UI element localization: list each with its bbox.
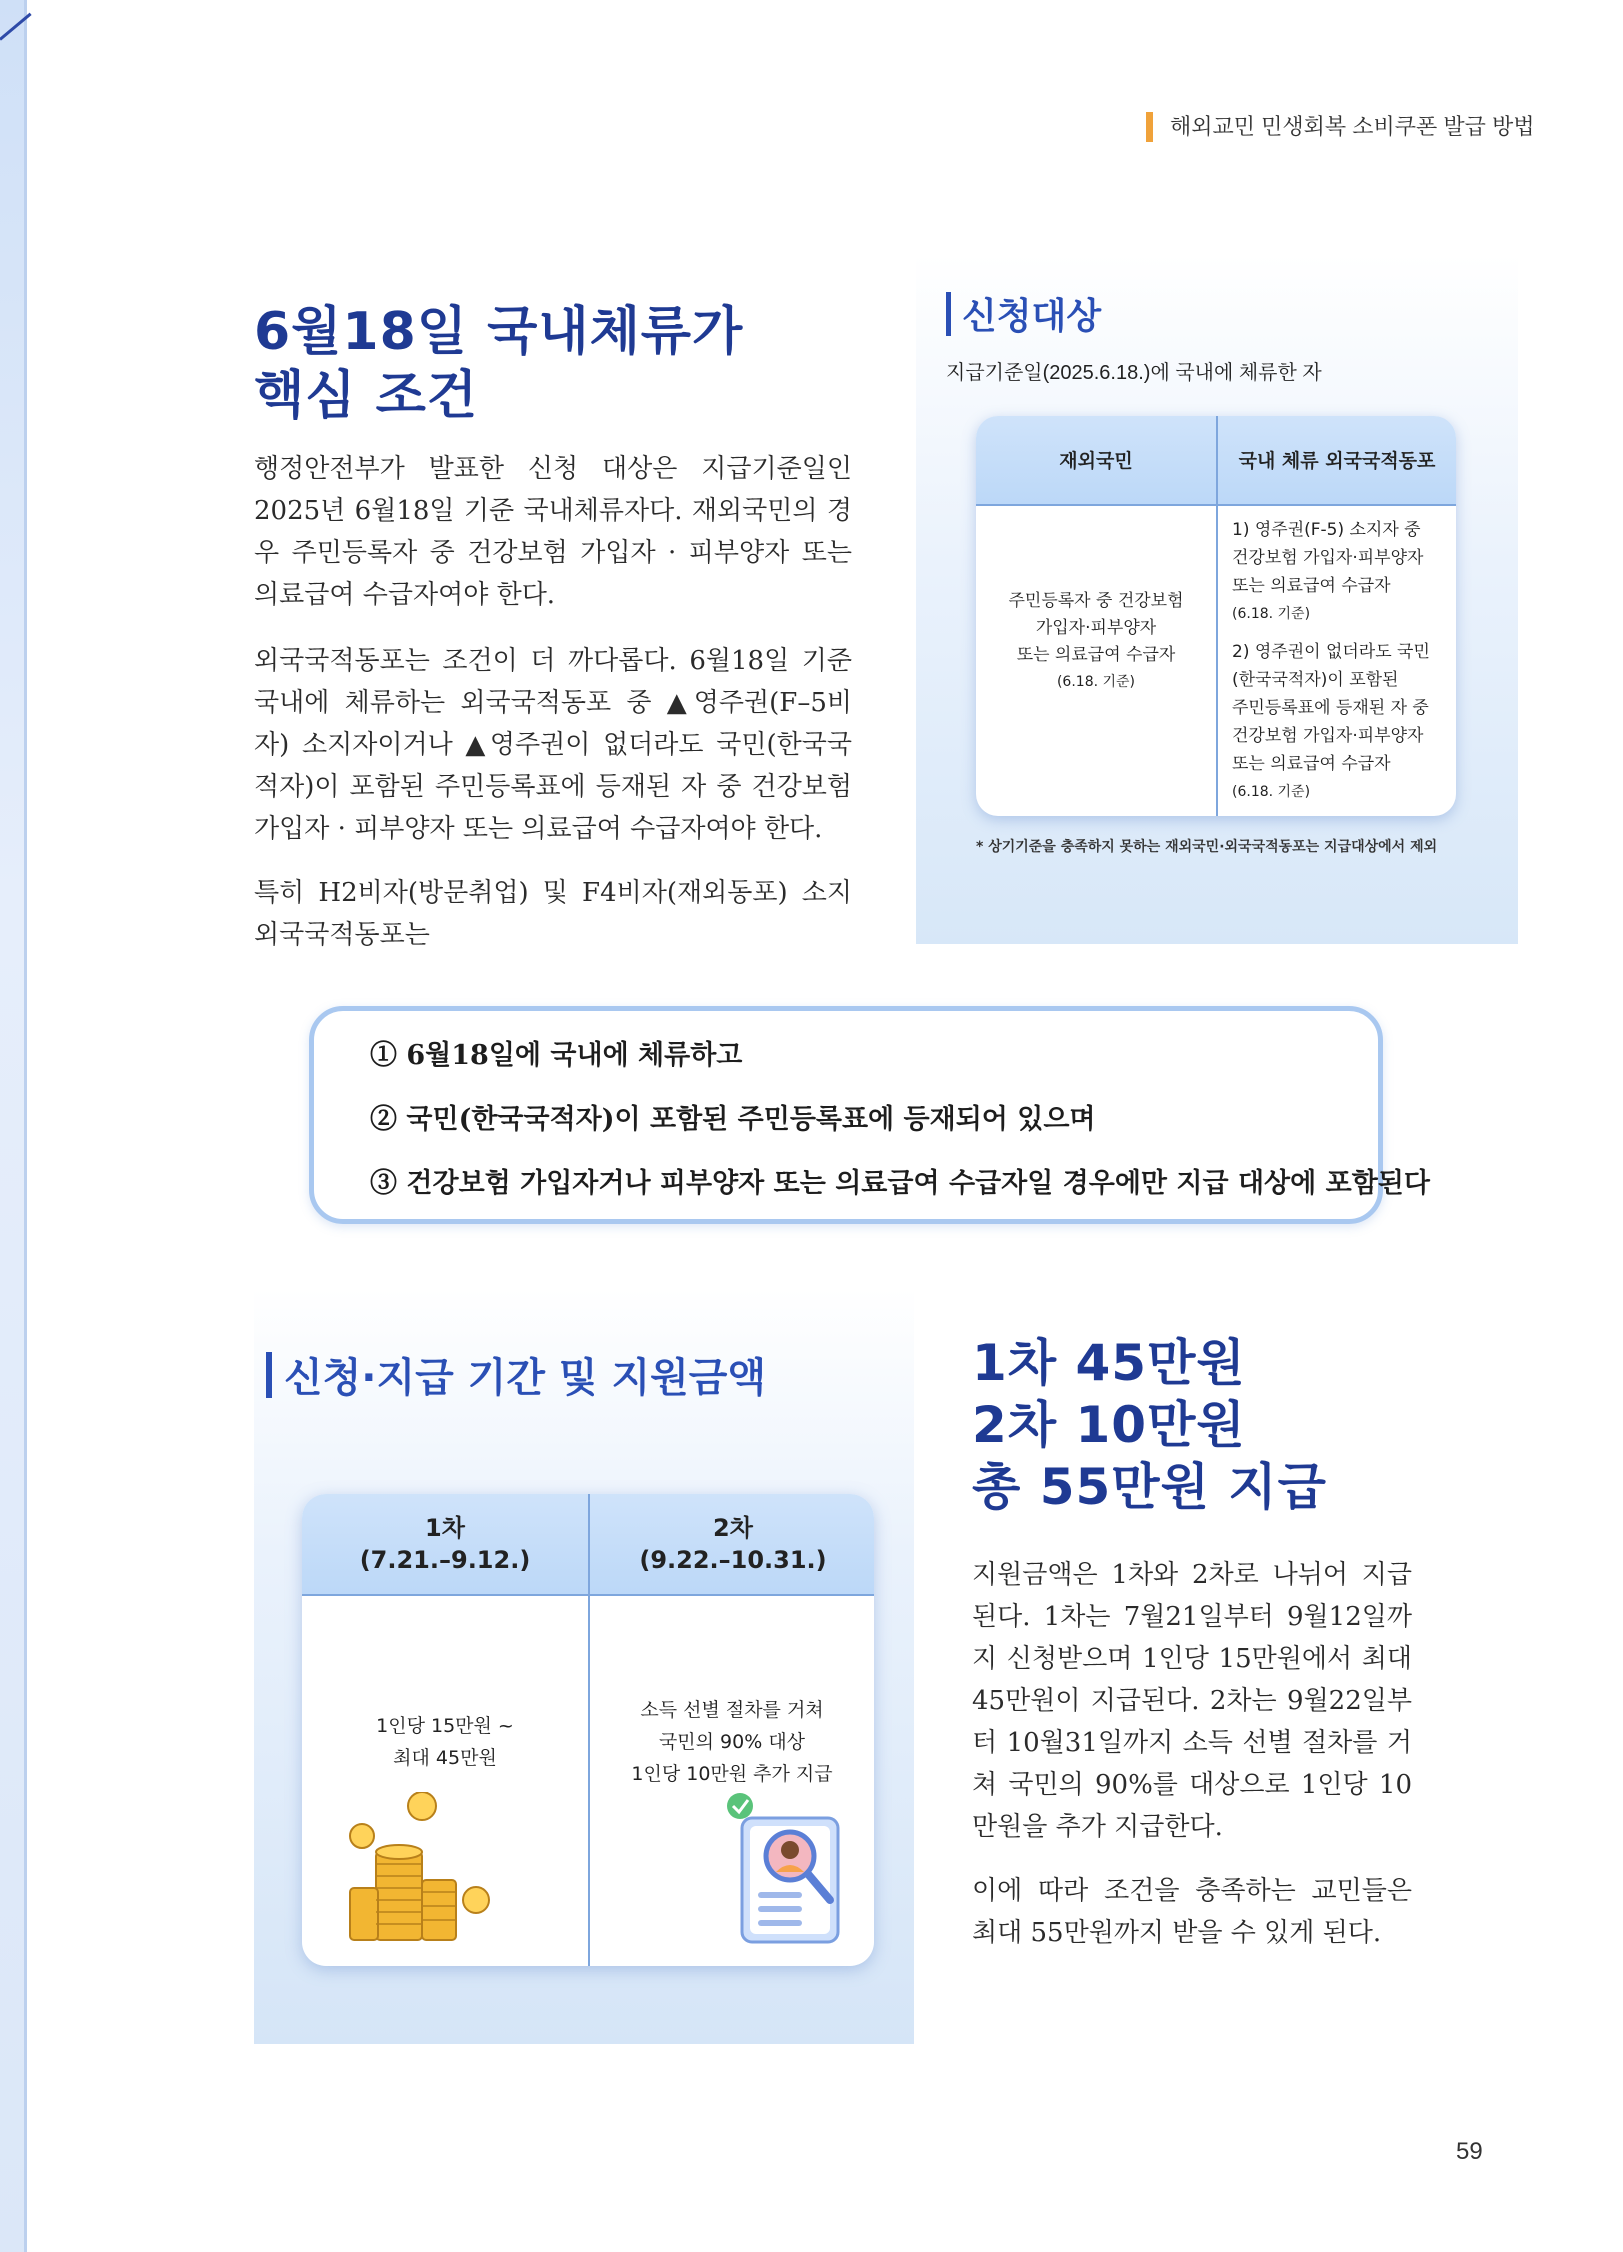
section2-heading-line: 1차 45만원 [972,1334,1246,1392]
round-label: 2차 [713,1514,753,1542]
col-header-round1 [302,1512,588,1576]
wave-lines-decoration [27,880,227,1240]
running-header: 해외교민 민생회복 소비쿠폰 발급 방법 [1170,114,1535,139]
section1-heading-line: 6월18일 국내체류가 [254,302,744,362]
conditions-callout-box [309,1006,1430,1224]
eligibility-table [976,416,1456,816]
criteria-line: 또는 의료급여 수급자 [1232,576,1391,596]
criteria-line: 주민등록자 중 건강보험 [1008,591,1184,611]
foreign-compatriots-criteria [1232,516,1446,806]
criteria-line: 2) 영주권이 없더라도 국민 [1232,642,1430,662]
criteria-date: (6.18. 기준) [1232,784,1311,800]
amount-line: 1인당 10만원 추가 지급 [631,1763,833,1785]
col-header-foreign-compatriots: 국내 체류 외국국적동포 [1238,450,1436,472]
criteria-line: 또는 의료급여 수급자 [1232,754,1391,774]
eligibility-title-bar [946,292,951,336]
page-number: 59 [1456,2138,1483,2165]
section1-heading-line: 핵심 조건 [254,366,479,426]
round2-amount [590,1694,874,1790]
payment-title: 신청·지급 기간 및 지원금액 [284,1355,767,1401]
header-accent-bar [1146,112,1153,142]
criteria-date: (6.18. 기준) [1232,606,1311,622]
eligibility-footnote: * 상기기준을 충족하지 못하는 재외국민·외국국적동포는 지급대상에서 제외 [976,839,1438,855]
criteria-line: 가입자·피부양자 [1035,618,1157,638]
condition-item: ① 6월18일에 국내에 체류하고 [370,1040,743,1071]
round-period: (7.21.–9.12.) [359,1546,531,1574]
col-header-round2 [590,1512,874,1576]
left-decorative-band [0,0,24,2252]
payment-table [302,1494,874,1966]
section2-heading-line: 총 55만원 지급 [972,1458,1327,1516]
table-divider [302,1594,874,1596]
amount-line: 소득 선별 절차를 거쳐 [640,1699,824,1721]
section2-paragraph: 이에 따라 조건을 충족하는 교민들은 최대 55만원까지 받을 수 있게 된다. [972,1876,1412,1948]
col-header-overseas-nationals: 재외국민 [1059,450,1133,472]
section2-paragraph: 지원금액은 1차와 2차로 나뉘어 지급된다. 1차는 7월21일부터 9월12일까지 신청받으며 1인당 15만원에서 최대 45만원이 지급된다. 2차는 9월22일부터 10월31일까지 소득 선별 절차를 거쳐 국민의 90%를 대상으로 1인당 10만원을 추가 지급한다. [972,1560,1412,1842]
section1-paragraph: 특히 H2비자(방문취업) 및 F4비자(재외동포) 소지 외국국적동포는 [254,878,852,950]
criteria-line: 1) 영주권(F-5) 소지자 중 [1232,520,1421,540]
overseas-nationals-criteria [986,588,1206,696]
eligibility-subtitle: 지급기준일(2025.6.18.)에 국내에 체류한 자 [946,362,1322,384]
document-magnifier-icon [720,1792,860,1952]
criteria-line: 또는 의료급여 수급자 [1016,645,1176,665]
amount-line: 1인당 15만원 ~ [376,1715,514,1737]
payment-title-bar [266,1352,272,1398]
section2-heading [972,1332,1327,1518]
condition-item: ② 국민(한국국적자)이 포함된 주민등록표에 등재되어 있으며 [370,1104,1096,1135]
table-divider [976,504,1456,506]
amount-line: 최대 45만원 [393,1747,497,1769]
amount-line: 국민의 90% 대상 [658,1731,806,1753]
eligibility-title: 신청대상 [962,296,1102,337]
section1-paragraph: 행정안전부가 발표한 신청 대상은 지급기준일인 2025년 6월18일 기준 국내체류자다. 재외국민의 경우 주민등록자 중 건강보험 가입자 · 피부양자 또는 의료급여 수급자여야 한다. [254,454,852,610]
criteria-line: 건강보험 가입자·피부양자 [1232,726,1424,746]
criteria-line: 건강보험 가입자·피부양자 [1232,548,1424,568]
section1-heading [254,300,743,428]
condition-item: ③ 건강보험 가입자거나 피부양자 또는 의료급여 수급자일 경우에만 지급 대상에 포함된다 [370,1168,1430,1199]
table-divider [1216,416,1218,816]
criteria-date: (6.18. 기준) [1056,674,1136,690]
criteria-line: 주민등록표에 등재된 자 중 [1232,698,1429,718]
round1-amount [302,1710,588,1774]
section2-heading-line: 2차 10만원 [972,1396,1246,1454]
gold-coins-icon [336,1792,496,1942]
section1-paragraph: 외국국적동포는 조건이 더 까다롭다. 6월18일 기준 국내에 체류하는 외국국적동포 중 ▲영주권(F–5비자) 소지자이거나 ▲영주권이 없더라도 국민(한국국적자)이 포함된 주민등록표에 등재된 자 중 건강보험 가입자 · 피부양자 또는 의료급여 수급자여야 한다. [254,646,852,844]
round-label: 1차 [425,1514,465,1542]
round-period: (9.22.–10.31.) [639,1546,827,1574]
criteria-line: (한국국적자)이 포함된 [1232,670,1399,690]
